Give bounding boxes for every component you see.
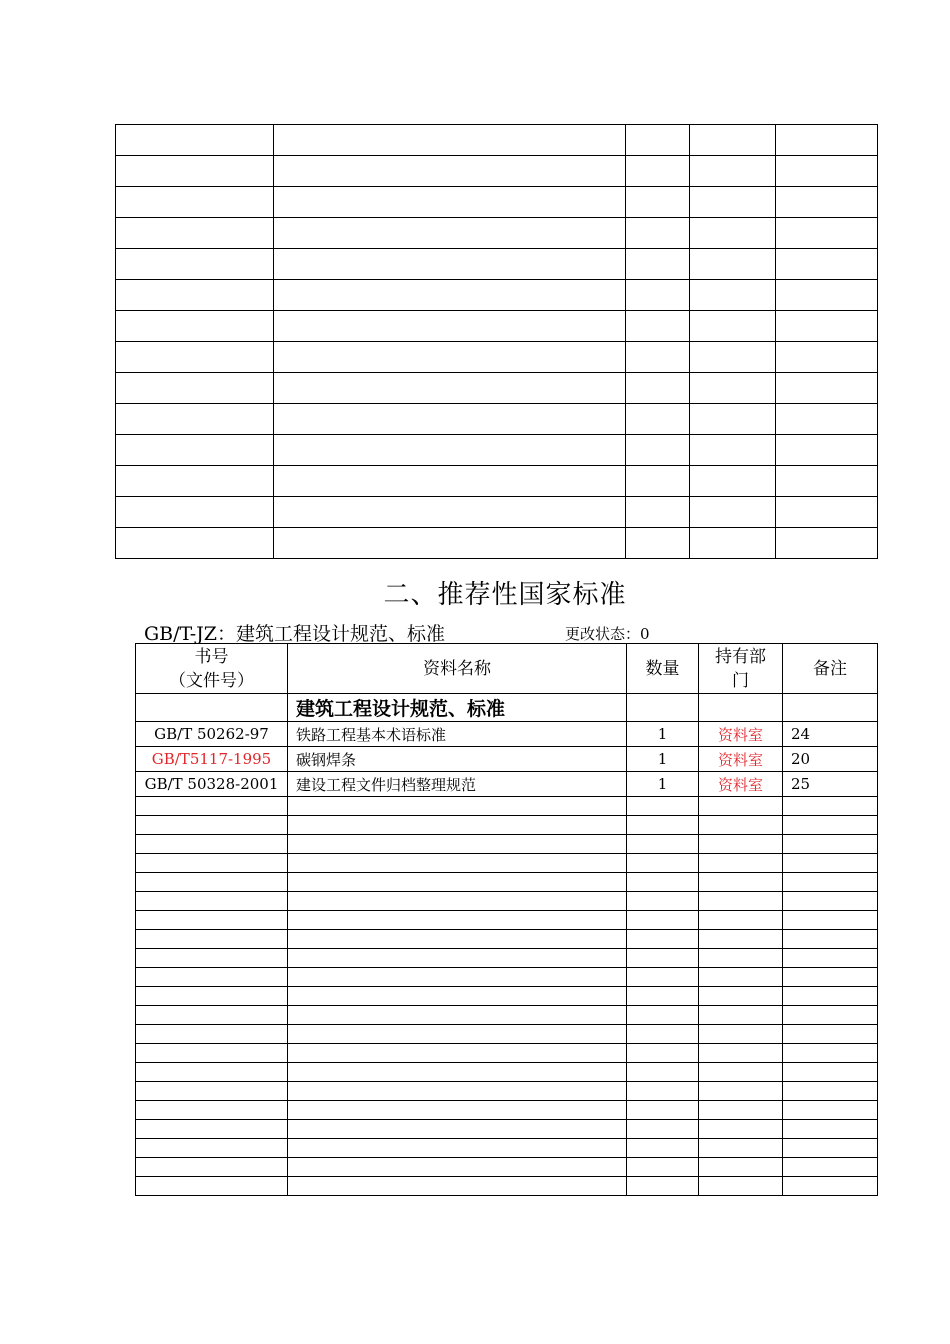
empty-cell bbox=[690, 311, 776, 342]
empty-cell bbox=[136, 1006, 288, 1025]
empty-cell bbox=[288, 1063, 627, 1082]
qty-cell: 1 bbox=[627, 747, 699, 772]
empty-cell bbox=[690, 497, 776, 528]
empty-cell bbox=[627, 854, 699, 873]
empty-cell bbox=[627, 911, 699, 930]
table-row bbox=[136, 747, 878, 772]
empty-cell bbox=[288, 949, 627, 968]
empty-cell bbox=[776, 435, 878, 466]
empty-cell bbox=[116, 404, 274, 435]
empty-row bbox=[136, 1006, 878, 1025]
empty-cell bbox=[626, 156, 690, 187]
empty-cell bbox=[783, 797, 878, 816]
empty-cell bbox=[783, 968, 878, 987]
empty-cell bbox=[116, 373, 274, 404]
empty-cell bbox=[288, 1082, 627, 1101]
empty-cell bbox=[274, 156, 626, 187]
category-subtitle: GB/T-JZ：建筑工程设计规范、标准 bbox=[144, 623, 446, 645]
empty-cell bbox=[690, 528, 776, 559]
empty-cell bbox=[690, 466, 776, 497]
empty-cell bbox=[626, 497, 690, 528]
empty-row bbox=[116, 187, 878, 218]
empty-cell bbox=[776, 373, 878, 404]
empty-row bbox=[136, 892, 878, 911]
empty-cell bbox=[699, 797, 783, 816]
empty-cell bbox=[116, 435, 274, 466]
empty-cell bbox=[627, 816, 699, 835]
empty-cell bbox=[116, 218, 274, 249]
empty-row bbox=[136, 911, 878, 930]
empty-cell bbox=[136, 1044, 288, 1063]
empty-cell bbox=[783, 835, 878, 854]
empty-cell bbox=[116, 187, 274, 218]
empty-cell bbox=[136, 816, 288, 835]
empty-cell bbox=[776, 497, 878, 528]
empty-row bbox=[136, 854, 878, 873]
empty-cell bbox=[690, 435, 776, 466]
empty-row bbox=[136, 1177, 878, 1196]
empty-cell bbox=[783, 1082, 878, 1101]
empty-row bbox=[116, 342, 878, 373]
empty-row bbox=[136, 1139, 878, 1158]
empty-cell bbox=[274, 528, 626, 559]
empty-cell bbox=[699, 1006, 783, 1025]
empty-cell bbox=[274, 125, 626, 156]
empty-cell bbox=[136, 949, 288, 968]
empty-cell bbox=[288, 835, 627, 854]
empty-row bbox=[116, 311, 878, 342]
empty-cell bbox=[136, 930, 288, 949]
empty-row bbox=[136, 949, 878, 968]
category-row bbox=[136, 694, 878, 722]
empty-cell bbox=[783, 854, 878, 873]
empty-cell bbox=[699, 1082, 783, 1101]
empty-cell bbox=[288, 968, 627, 987]
code-cell: GB/T 50328-2001 bbox=[136, 772, 288, 797]
empty-cell bbox=[116, 342, 274, 373]
code-cell: GB/T 50262-97 bbox=[136, 722, 288, 747]
empty-cell bbox=[136, 873, 288, 892]
empty-cell bbox=[136, 1101, 288, 1120]
empty-cell bbox=[136, 797, 288, 816]
empty-cell bbox=[776, 404, 878, 435]
empty-cell bbox=[776, 125, 878, 156]
header-qty: 数量 bbox=[627, 644, 699, 694]
header-code-line1: 书号 bbox=[194, 646, 229, 667]
empty-cell bbox=[690, 249, 776, 280]
empty-row bbox=[136, 1044, 878, 1063]
empty-cell bbox=[783, 892, 878, 911]
empty-cell bbox=[783, 1158, 878, 1177]
empty-cell bbox=[776, 156, 878, 187]
empty-cell bbox=[627, 1006, 699, 1025]
empty-cell bbox=[116, 125, 274, 156]
empty-cell bbox=[783, 930, 878, 949]
empty-row bbox=[136, 816, 878, 835]
empty-cell bbox=[627, 1120, 699, 1139]
empty-cell bbox=[783, 1120, 878, 1139]
empty-cell bbox=[627, 930, 699, 949]
dept-cell: 资料室 bbox=[699, 772, 783, 797]
empty-cell bbox=[627, 1158, 699, 1177]
section-title: 二、推荐性国家标准 bbox=[383, 580, 627, 610]
empty-cell bbox=[288, 930, 627, 949]
qty-cell: 1 bbox=[627, 772, 699, 797]
empty-row bbox=[116, 373, 878, 404]
empty-row bbox=[116, 125, 878, 156]
empty-row bbox=[116, 218, 878, 249]
dept-cell: 资料室 bbox=[699, 722, 783, 747]
empty-cell bbox=[690, 156, 776, 187]
empty-cell bbox=[699, 1177, 783, 1196]
empty-row bbox=[136, 930, 878, 949]
empty-cell bbox=[776, 187, 878, 218]
empty-cell bbox=[699, 854, 783, 873]
empty-cell bbox=[288, 1101, 627, 1120]
empty-row bbox=[116, 435, 878, 466]
name-cell: 建设工程文件归档整理规范 bbox=[288, 772, 627, 797]
empty-cell bbox=[699, 1063, 783, 1082]
empty-cell bbox=[274, 373, 626, 404]
empty-cell bbox=[627, 1044, 699, 1063]
empty-cell bbox=[699, 892, 783, 911]
name-cell: 碳钢焊条 bbox=[288, 747, 627, 772]
empty-cell bbox=[776, 528, 878, 559]
dept-cell: 资料室 bbox=[699, 747, 783, 772]
header-code-line2: （文件号） bbox=[169, 670, 254, 691]
empty-cell bbox=[626, 342, 690, 373]
empty-cell bbox=[690, 373, 776, 404]
empty-cell bbox=[136, 1082, 288, 1101]
empty-cell bbox=[626, 528, 690, 559]
empty-cell bbox=[274, 466, 626, 497]
table-header-row bbox=[136, 644, 878, 694]
empty-cell bbox=[626, 373, 690, 404]
empty-cell bbox=[690, 280, 776, 311]
empty-cell bbox=[288, 1139, 627, 1158]
empty-row bbox=[116, 156, 878, 187]
empty-cell bbox=[288, 987, 627, 1006]
empty-cell bbox=[288, 911, 627, 930]
empty-cell bbox=[783, 1044, 878, 1063]
empty-row bbox=[116, 249, 878, 280]
category-label: 建筑工程设计规范、标准 bbox=[288, 694, 627, 722]
empty-cell bbox=[116, 249, 274, 280]
empty-cell bbox=[627, 949, 699, 968]
standards-table bbox=[135, 643, 878, 1196]
empty-cell bbox=[626, 311, 690, 342]
empty-cell bbox=[783, 911, 878, 930]
empty-cell bbox=[776, 218, 878, 249]
header-name: 资料名称 bbox=[288, 644, 627, 694]
empty-cell bbox=[626, 187, 690, 218]
empty-cell bbox=[288, 1177, 627, 1196]
empty-cell bbox=[627, 968, 699, 987]
empty-cell bbox=[116, 528, 274, 559]
empty-cell bbox=[627, 1177, 699, 1196]
empty-cell bbox=[627, 835, 699, 854]
empty-cell bbox=[274, 311, 626, 342]
empty-cell bbox=[626, 218, 690, 249]
empty-cell bbox=[136, 1063, 288, 1082]
empty-cell bbox=[626, 280, 690, 311]
empty-cell bbox=[274, 249, 626, 280]
empty-row bbox=[116, 466, 878, 497]
empty-cell bbox=[274, 280, 626, 311]
change-status: 更改状态：0 bbox=[565, 625, 650, 643]
empty-cell bbox=[627, 1082, 699, 1101]
note-cell: 20 bbox=[783, 747, 878, 772]
empty-cell bbox=[776, 466, 878, 497]
empty-cell bbox=[627, 987, 699, 1006]
empty-cell bbox=[627, 1063, 699, 1082]
header-dept-line1: 持有部 bbox=[715, 646, 766, 667]
empty-cell bbox=[136, 1177, 288, 1196]
empty-cell bbox=[783, 1101, 878, 1120]
empty-cell bbox=[288, 1120, 627, 1139]
empty-cell bbox=[626, 435, 690, 466]
empty-cell bbox=[274, 342, 626, 373]
empty-cell bbox=[288, 1025, 627, 1044]
empty-cell bbox=[288, 1044, 627, 1063]
empty-cell bbox=[783, 987, 878, 1006]
empty-row bbox=[136, 987, 878, 1006]
empty-cell bbox=[690, 404, 776, 435]
empty-cell bbox=[699, 911, 783, 930]
empty-cell bbox=[288, 892, 627, 911]
empty-cell bbox=[627, 1025, 699, 1044]
empty-cell bbox=[783, 1006, 878, 1025]
empty-row bbox=[136, 968, 878, 987]
empty-cell bbox=[627, 892, 699, 911]
empty-cell bbox=[776, 311, 878, 342]
empty-row bbox=[116, 404, 878, 435]
empty-row bbox=[136, 1025, 878, 1044]
code-cell: GB/T5117-1995 bbox=[136, 747, 288, 772]
empty-cell bbox=[699, 1139, 783, 1158]
category-note-cell bbox=[783, 694, 878, 722]
empty-cell bbox=[699, 1120, 783, 1139]
empty-cell bbox=[136, 987, 288, 1006]
empty-cell bbox=[136, 835, 288, 854]
header-dept-line2: 门 bbox=[732, 670, 749, 691]
empty-cell bbox=[626, 466, 690, 497]
empty-cell bbox=[699, 835, 783, 854]
empty-cell bbox=[136, 1025, 288, 1044]
empty-cell bbox=[136, 892, 288, 911]
empty-cell bbox=[783, 949, 878, 968]
note-cell: 24 bbox=[783, 722, 878, 747]
empty-cell bbox=[699, 1025, 783, 1044]
empty-cell bbox=[627, 797, 699, 816]
empty-row bbox=[116, 497, 878, 528]
empty-cell bbox=[274, 187, 626, 218]
empty-cell bbox=[690, 342, 776, 373]
header-dept bbox=[699, 644, 783, 694]
empty-cell bbox=[288, 1158, 627, 1177]
empty-cell bbox=[116, 311, 274, 342]
empty-cell bbox=[776, 249, 878, 280]
empty-cell bbox=[288, 1006, 627, 1025]
empty-cell bbox=[783, 873, 878, 892]
empty-cell bbox=[116, 156, 274, 187]
empty-cell bbox=[274, 497, 626, 528]
empty-cell bbox=[783, 1025, 878, 1044]
empty-cell bbox=[627, 1101, 699, 1120]
empty-cell bbox=[274, 404, 626, 435]
empty-cell bbox=[274, 435, 626, 466]
empty-cell bbox=[288, 816, 627, 835]
empty-cell bbox=[699, 930, 783, 949]
empty-cell bbox=[136, 968, 288, 987]
qty-cell: 1 bbox=[627, 722, 699, 747]
empty-cell bbox=[274, 218, 626, 249]
empty-cell bbox=[699, 873, 783, 892]
empty-cell bbox=[136, 911, 288, 930]
header-note: 备注 bbox=[783, 644, 878, 694]
empty-cell bbox=[776, 342, 878, 373]
empty-cell bbox=[699, 968, 783, 987]
note-cell: 25 bbox=[783, 772, 878, 797]
empty-cell bbox=[116, 466, 274, 497]
empty-row bbox=[116, 280, 878, 311]
empty-cell bbox=[288, 797, 627, 816]
table-row bbox=[136, 772, 878, 797]
empty-cell bbox=[690, 187, 776, 218]
empty-cell bbox=[627, 1139, 699, 1158]
empty-cell bbox=[699, 816, 783, 835]
empty-cell bbox=[783, 1177, 878, 1196]
empty-cell bbox=[783, 1063, 878, 1082]
empty-row bbox=[136, 1120, 878, 1139]
empty-cell bbox=[783, 1139, 878, 1158]
empty-cell bbox=[699, 1101, 783, 1120]
empty-row bbox=[136, 1158, 878, 1177]
empty-row bbox=[116, 528, 878, 559]
empty-cell bbox=[627, 873, 699, 892]
header-code bbox=[136, 644, 288, 694]
empty-cell bbox=[136, 854, 288, 873]
empty-cell bbox=[136, 1139, 288, 1158]
name-cell: 铁路工程基本术语标准 bbox=[288, 722, 627, 747]
category-qty-cell bbox=[627, 694, 699, 722]
empty-row bbox=[136, 835, 878, 854]
empty-cell bbox=[136, 1158, 288, 1177]
empty-row bbox=[136, 1101, 878, 1120]
empty-cell bbox=[116, 497, 274, 528]
empty-cell bbox=[626, 125, 690, 156]
empty-cell bbox=[626, 404, 690, 435]
empty-cell bbox=[288, 854, 627, 873]
previous-section-table bbox=[115, 124, 878, 559]
empty-cell bbox=[699, 1158, 783, 1177]
empty-row bbox=[136, 1063, 878, 1082]
empty-cell bbox=[699, 987, 783, 1006]
empty-cell bbox=[776, 280, 878, 311]
empty-row bbox=[136, 873, 878, 892]
empty-cell bbox=[699, 949, 783, 968]
empty-row bbox=[136, 797, 878, 816]
empty-cell bbox=[690, 125, 776, 156]
empty-cell bbox=[288, 873, 627, 892]
empty-row bbox=[136, 1082, 878, 1101]
empty-cell bbox=[116, 280, 274, 311]
empty-cell bbox=[699, 1044, 783, 1063]
category-dept-cell bbox=[699, 694, 783, 722]
table-row bbox=[136, 722, 878, 747]
category-code-cell bbox=[136, 694, 288, 722]
empty-cell bbox=[690, 218, 776, 249]
empty-cell bbox=[136, 1120, 288, 1139]
empty-cell bbox=[626, 249, 690, 280]
empty-cell bbox=[783, 816, 878, 835]
